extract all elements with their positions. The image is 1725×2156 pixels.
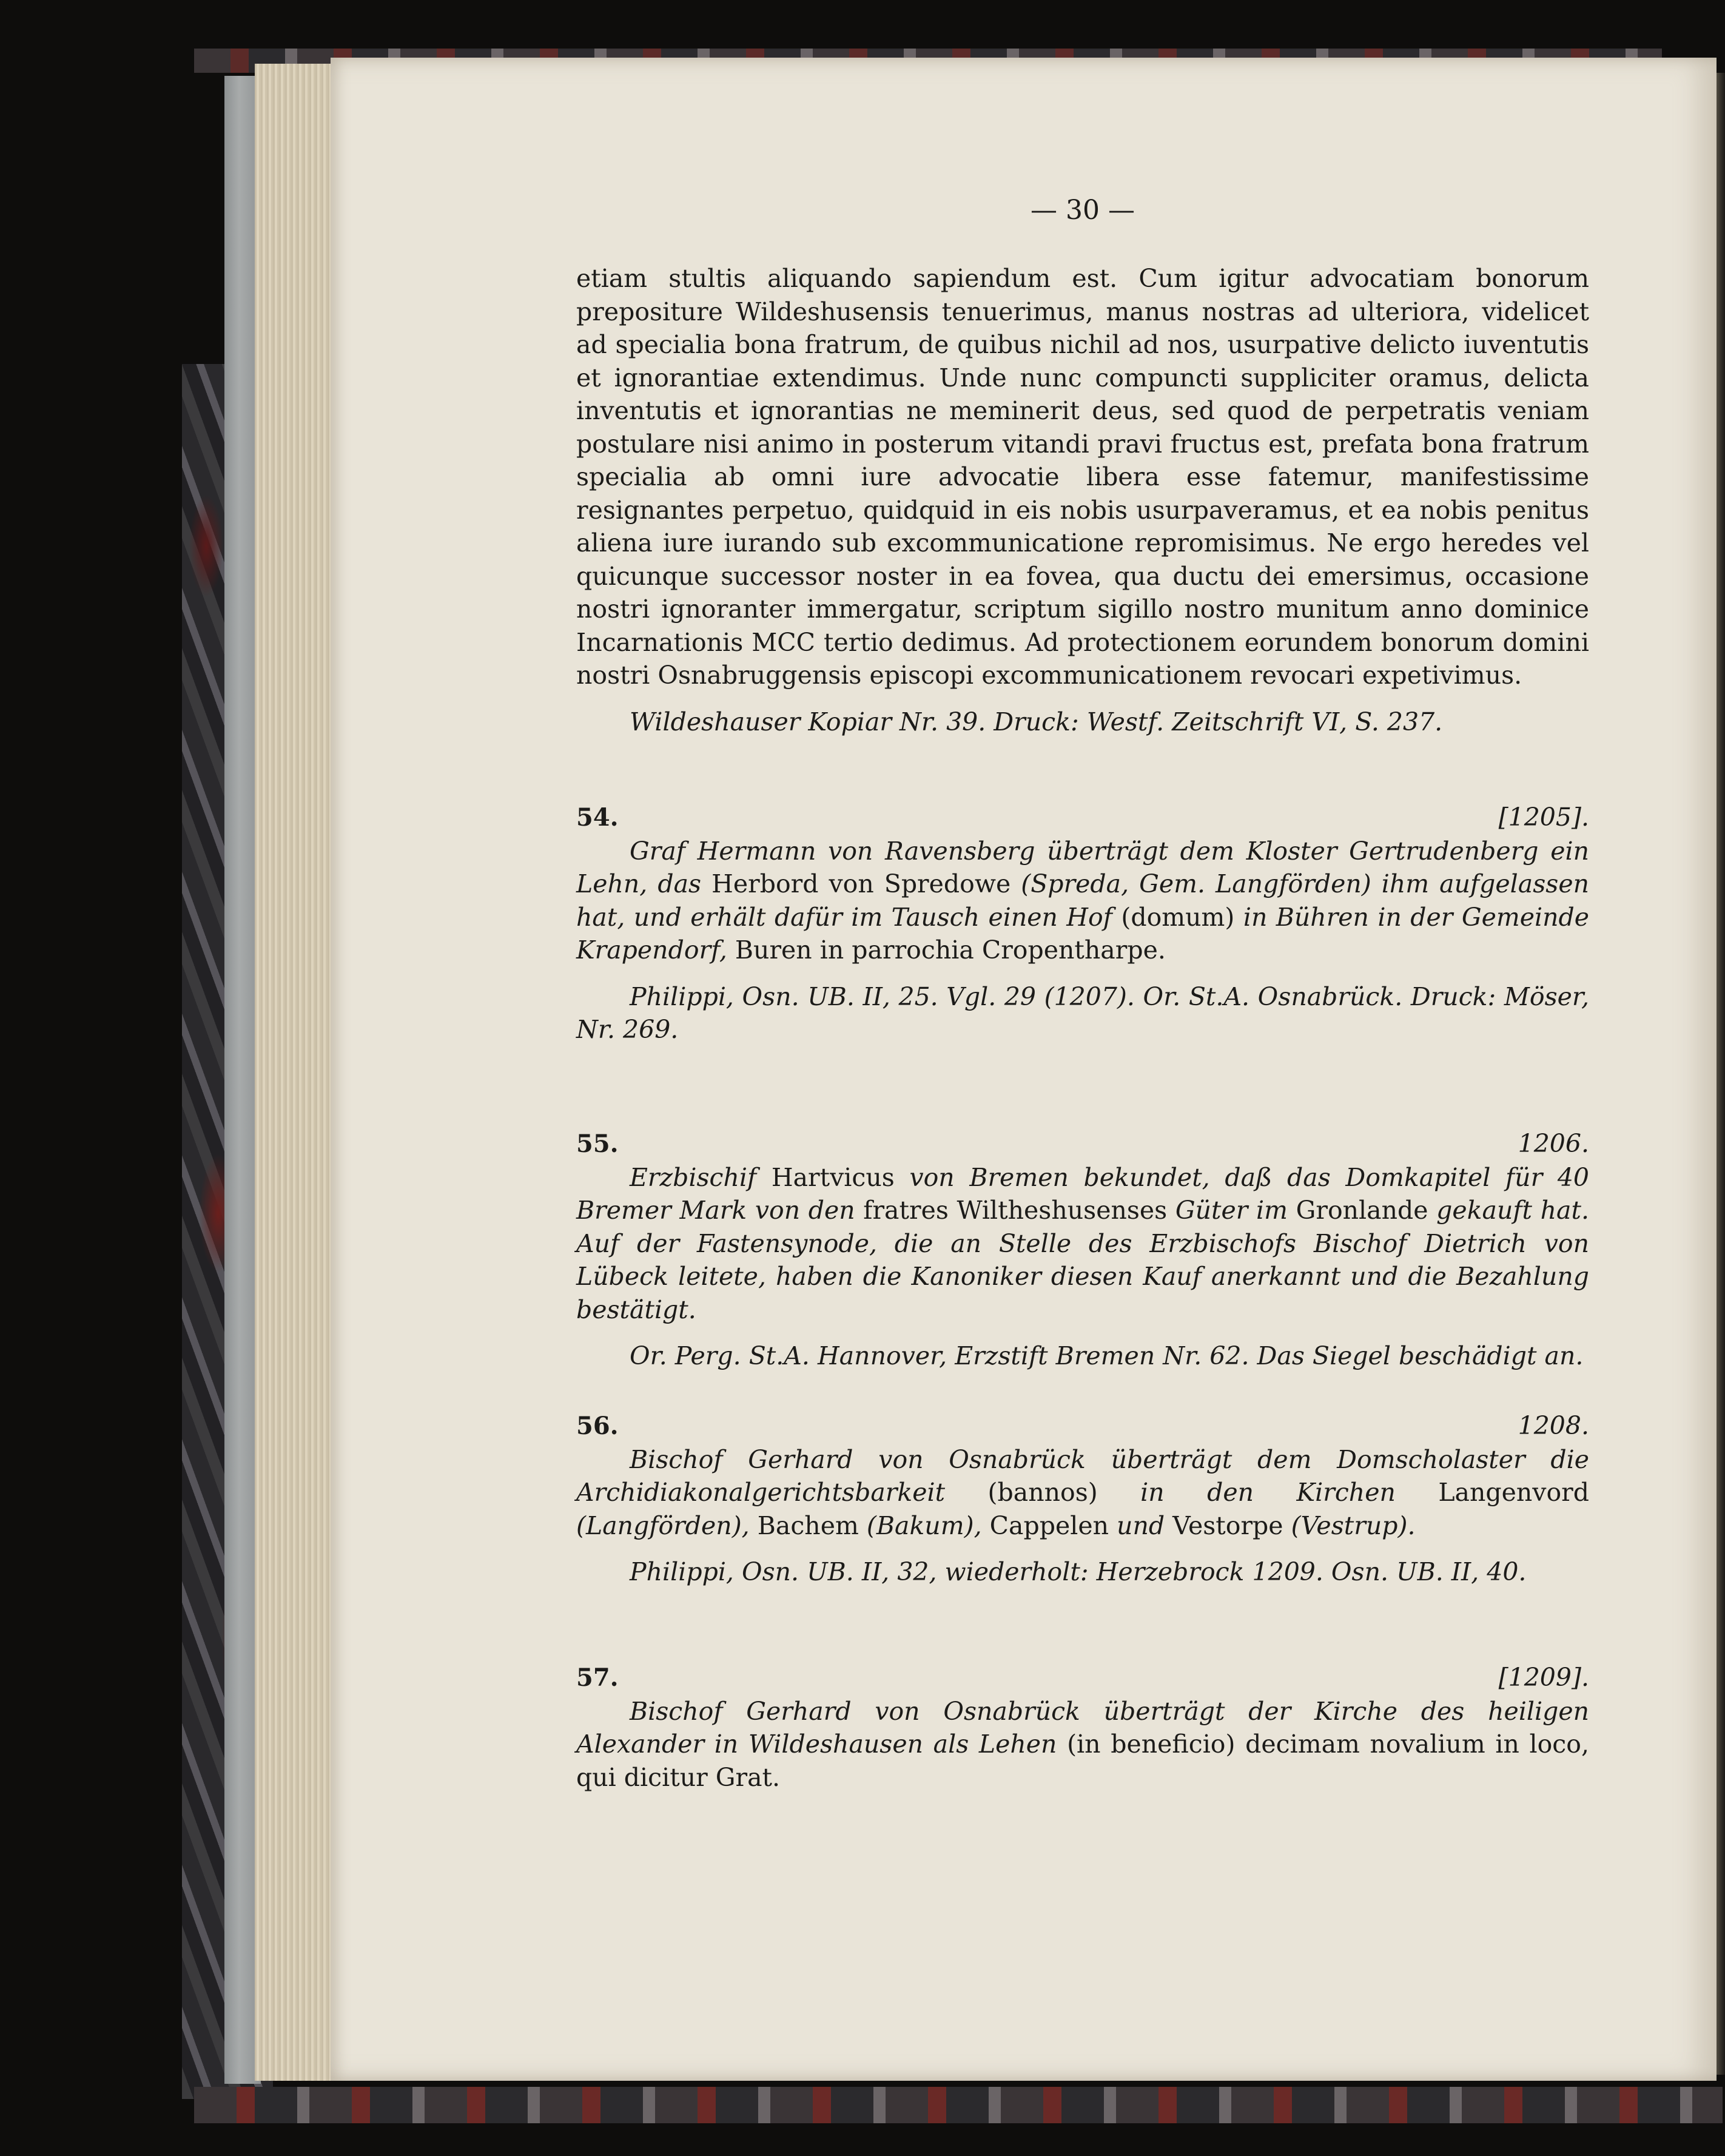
regest-part: Langenvord: [1438, 1478, 1589, 1507]
intro-section: [576, 262, 1589, 738]
regest-part: (Langförden),: [576, 1511, 758, 1540]
entry-55: [576, 1127, 1589, 1373]
intro-source: Wildeshauser Kopiar Nr. 39. Druck: Westf. Zeitschrift VI, S. 237.: [630, 707, 1443, 736]
regest-part: Bachem: [757, 1511, 867, 1540]
regest-part: Gronlande: [1296, 1196, 1437, 1225]
entry-number: 57.: [576, 1663, 619, 1692]
entry-header: [576, 1127, 1589, 1161]
regest-part: fratres Wiltheshusenses: [863, 1196, 1175, 1225]
regest-part: in den Kirchen: [1140, 1478, 1439, 1507]
page-number: — 30 —: [1031, 195, 1135, 226]
entry-54: [576, 801, 1589, 1046]
regest-part: (bannos): [987, 1478, 1141, 1507]
entry-number: 54.: [576, 803, 619, 832]
entry-source: Philippi, Osn. UB. II, 25. Vgl. 29 (1207). Or. St.A. Osnabrück. Druck: Möser, Nr. 269.: [576, 982, 1589, 1044]
regest-part: Graf Hermann von Ravensberg überträgt dem Kloster Gertrudenberg ein Lehn, das: [576, 836, 1589, 898]
entry-header: [576, 1409, 1589, 1443]
regest-part: (Vestrup).: [1291, 1511, 1416, 1540]
entry-56: [576, 1409, 1589, 1589]
page-edges: [255, 64, 334, 2081]
regest-part: Vestorpe: [1172, 1511, 1291, 1540]
entry-header: [576, 1661, 1589, 1695]
entry-number: 55.: [576, 1130, 619, 1158]
entry-number: 56.: [576, 1412, 619, 1440]
entry-date: 1206.: [1518, 1129, 1589, 1158]
entry-source: Or. Perg. St.A. Hannover, Erzstift Bremen Nr. 62. Das Siegel beschädigt an.: [630, 1341, 1584, 1370]
entry-regest: [576, 1695, 1589, 1794]
regest-part: Bischof Gerhard von Osnabrück überträgt dem Domscholaster die Archidiakonalgerichtsbarkeit: [576, 1444, 1589, 1507]
intro-text: etiam stultis aliquando sapiendum est. Cum igitur advocatiam bonorum prepositure Wildeshusensis tenuerimus, manus nostras ad ulteriora, videlicet ad specialia bona fratrum, de quibus nichil ad nos, usurpative delicto iuventutis et ignorantiae extendimus. Unde nunc compuncti suppliciter oramus, delicta inventutis et ignorantias ne meminerit deus, sed quod de perpetratis veniam postulare nisi animo in posterum vitandi pravi fructus est, prefata bona fratrum specialia ab omni iure advocatie libera esse fatemur, manifestissime resignantes perpetuo, quidquid in eis nobis usurpaveramus, et ea nobis penitus aliena iure iurando sub excommunicatione repromisimus. Ne ergo heredes vel quicunque successor noster in ea fovea, qua ductu dei emersimus, occasione nostri ignoranter immergatur, scriptum sigillo nostro munitum anno dominice Incarnationis MCC tertio dedimus. Ad protectionem eorundem bonorum domini nostri Osnabruggensis episcopi excommunicationem revocari expetivimus.: [576, 264, 1589, 690]
regest-part: Hartvicus: [771, 1162, 910, 1192]
regest-part: Herbord von Spredowe: [711, 869, 1021, 898]
regest-part: (Bakum),: [866, 1511, 990, 1540]
regest-part: Erzbischif: [630, 1162, 772, 1192]
entry-date: [1209].: [1498, 1663, 1589, 1692]
entry-57: [576, 1661, 1589, 1794]
entry-regest: [576, 1161, 1589, 1327]
regest-part: (in beneficio) decimam novalium in loco, qui dicitur Grat.: [576, 1730, 1589, 1792]
entry-header: [576, 801, 1589, 835]
regest-part: von Bremen bekundet, daß das Domkapitel für 40 Bremer Mark von den: [576, 1162, 1589, 1225]
regest-part: gekauft hat. Auf der Fastensynode, die an Stelle des Erzbischofs Bischof Dietrich von Lübeck leitete, haben die Kanoniker diesen Kauf anerkannt und die Bezahlung bestätigt.: [576, 1196, 1589, 1324]
regest-part: Cappelen: [989, 1511, 1117, 1540]
entry-regest: [576, 1443, 1589, 1543]
marbled-cover-bottom: [194, 2087, 1723, 2123]
entry-source: Philippi, Osn. UB. II, 32, wiederholt: Herzebrock 1209. Osn. UB. II, 40.: [630, 1557, 1527, 1586]
regest-part: (domum): [1121, 902, 1243, 932]
regest-part: in Bühren in der Gemeinde Krapendorf,: [576, 902, 1589, 965]
entry-regest: [576, 835, 1589, 967]
regest-part: (Spreda, Gem. Langförden) ihm aufgelassen hat, und erhält dafür im Tausch einen Hof: [576, 869, 1589, 932]
regest-part: Güter im: [1175, 1196, 1296, 1225]
regest-part: und: [1117, 1511, 1173, 1540]
regest-part: Bischof Gerhard von Osnabrück überträgt der Kirche des heiligen Alexander in Wildeshausen als Lehen: [576, 1696, 1589, 1759]
entry-date: 1208.: [1518, 1411, 1589, 1440]
regest-part: Buren in parrochia Cropentharpe.: [735, 935, 1166, 965]
entry-date: [1205].: [1498, 803, 1589, 832]
